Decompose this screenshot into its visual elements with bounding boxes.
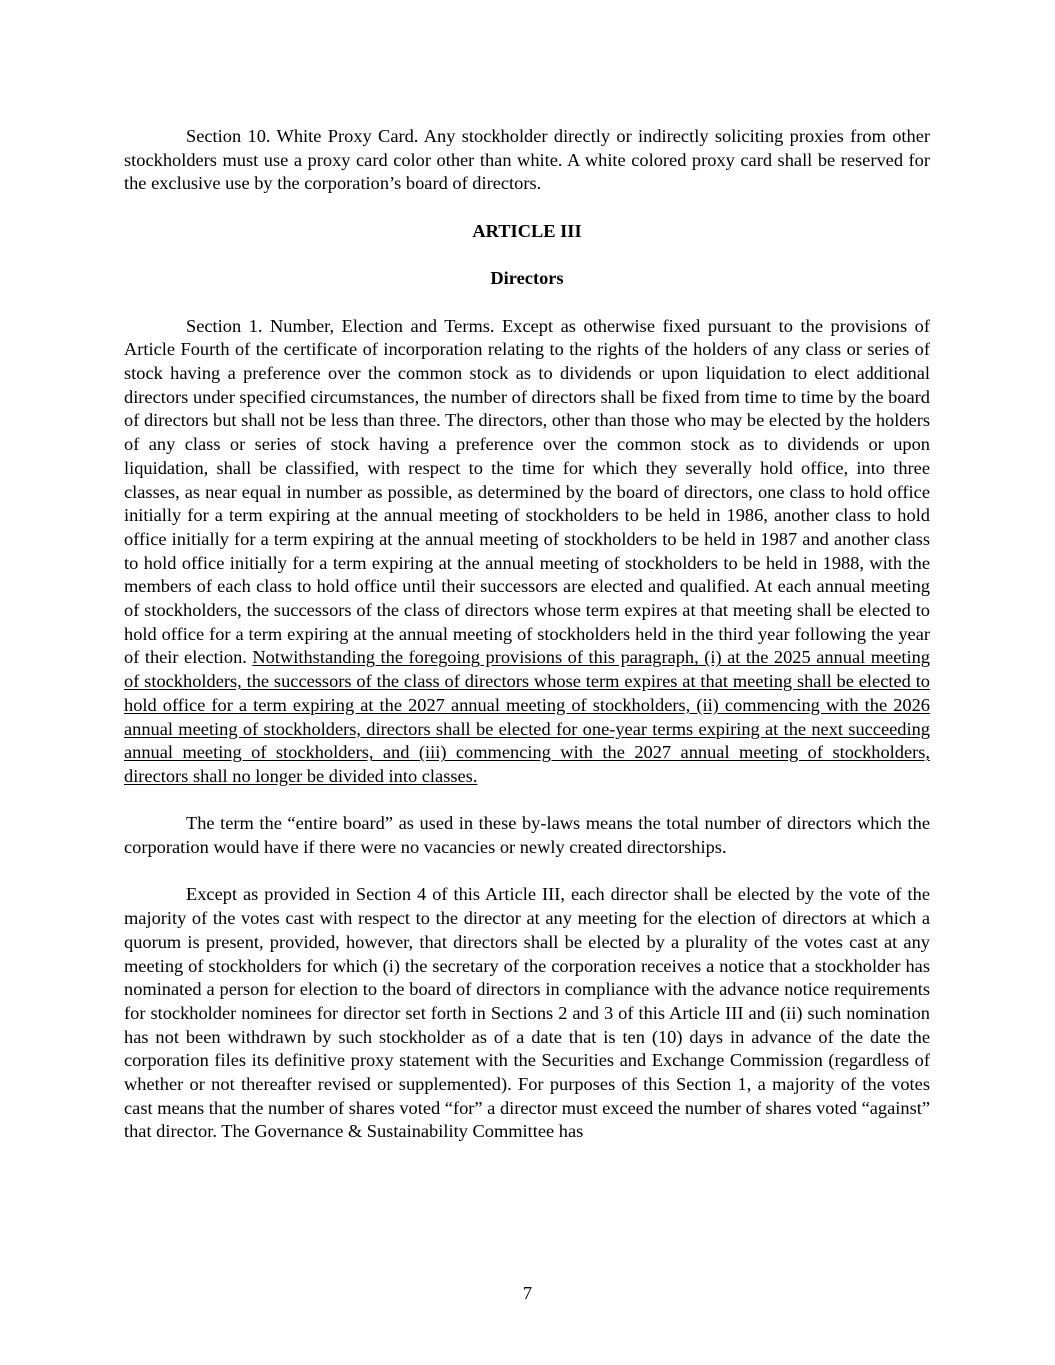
article-subheading: Directors	[490, 268, 564, 289]
majority-vote-paragraph	[124, 883, 930, 1144]
spacer	[124, 196, 930, 220]
section-1-text: Section 1. Number, Election and Terms. Except as otherwise fixed pursuant to the provisions of Article Fourth of the certificate of incorporation relating to the rights of the holders of any class or series of stock having a preference over the common stock as to dividends or upon liquidation to elect additional directors under specified circumstances, the number of directors shall be fixed from time to time by the board of directors but shall not be less than three. The directors, other than those who may be elected by the holders of any class or series of stock having a preference over the common stock as to dividends or upon liquidation, shall be classified, with respect to the time for which they severally hold office, into three classes, as near equal in number as possible, as determined by the board of directors, one class to hold office initially for a term expiring at the annual meeting of stockholders to be held in 1986, another class to hold office initially for a term expiring at the annual meeting of stockholders to be held in 1987 and another class to hold office initially for a term expiring at the annual meeting of stockholders to be held in 1988, with the members of each class to hold office until their successors are elected and qualified. At each annual meeting of stockholders, the successors of the class of directors whose term expires at that meeting shall be elected to hold office for a term expiring at the annual meeting of stockholders held in the third year following the year of their election.	[124, 315, 930, 668]
page-body	[124, 125, 930, 1144]
section-10-paragraph	[124, 125, 930, 196]
entire-board-text: The term the “entire board” as used in these by-laws means the total number of directors which the corporation would have if there were no vacancies or newly created directorships.	[124, 813, 930, 858]
article-heading: ARTICLE III	[472, 220, 582, 241]
majority-vote-text: Except as provided in Section 4 of this Article III, each director shall be elected by the vote of the majority of the votes cast with respect to the director at any meeting for the election of directors at which a quorum is present, provided, however, that directors shall be elected by a plurality of the votes cast at any meeting of stockholders for which (i) the secretary of the corporation receives a notice that a stockholder has nominated a person for election to the board of directors in compliance with the advance notice requirements for stockholder nominees for director set forth in Sections 2 and 3 of this Article III and (ii) such nomination has not been withdrawn by such stockholder as of a date that is ten (10) days in advance of the date the corporation files its definitive proxy statement with the Securities and Exchange Commission (regardless of whether or not thereafter revised or supplemented). For purposes of this Section 1, a majority of the votes cast means that the number of shares voted “for” a director must exceed the number of shares voted “against” that director. The Governance & Sustainability Committee has	[124, 884, 930, 1142]
spacer	[124, 291, 930, 315]
spacer	[124, 789, 930, 813]
section-1-paragraph	[124, 315, 930, 789]
spacer	[124, 244, 930, 268]
entire-board-paragraph	[124, 812, 930, 859]
section-10-text: Section 10. White Proxy Card. Any stockholder directly or indirectly soliciting proxies from other stockholders must use a proxy card color other than white. A white colored proxy card shall be reserved for the exclusive use by the corporation’s board of directors.	[124, 126, 930, 194]
page-number: 7	[522, 1283, 533, 1303]
spacer	[124, 860, 930, 884]
section-1-amendment-text: Notwithstanding the foregoing provisions of this paragraph, (i) at the 2025 annual meeting of stockholders, the successors of the class of directors whose term expires at that meeting shall be elected to hold office for a term expiring at the 2027 annual meeting of stockholders, (ii) commencing with the 2026 annual meeting of stockholders, directors shall be elected for one-year terms expiring at the next succeeding annual meeting of stockholders, and (iii) commencing with the 2027 annual meeting of stockholders, directors shall no longer be divided into classes.	[124, 647, 930, 786]
